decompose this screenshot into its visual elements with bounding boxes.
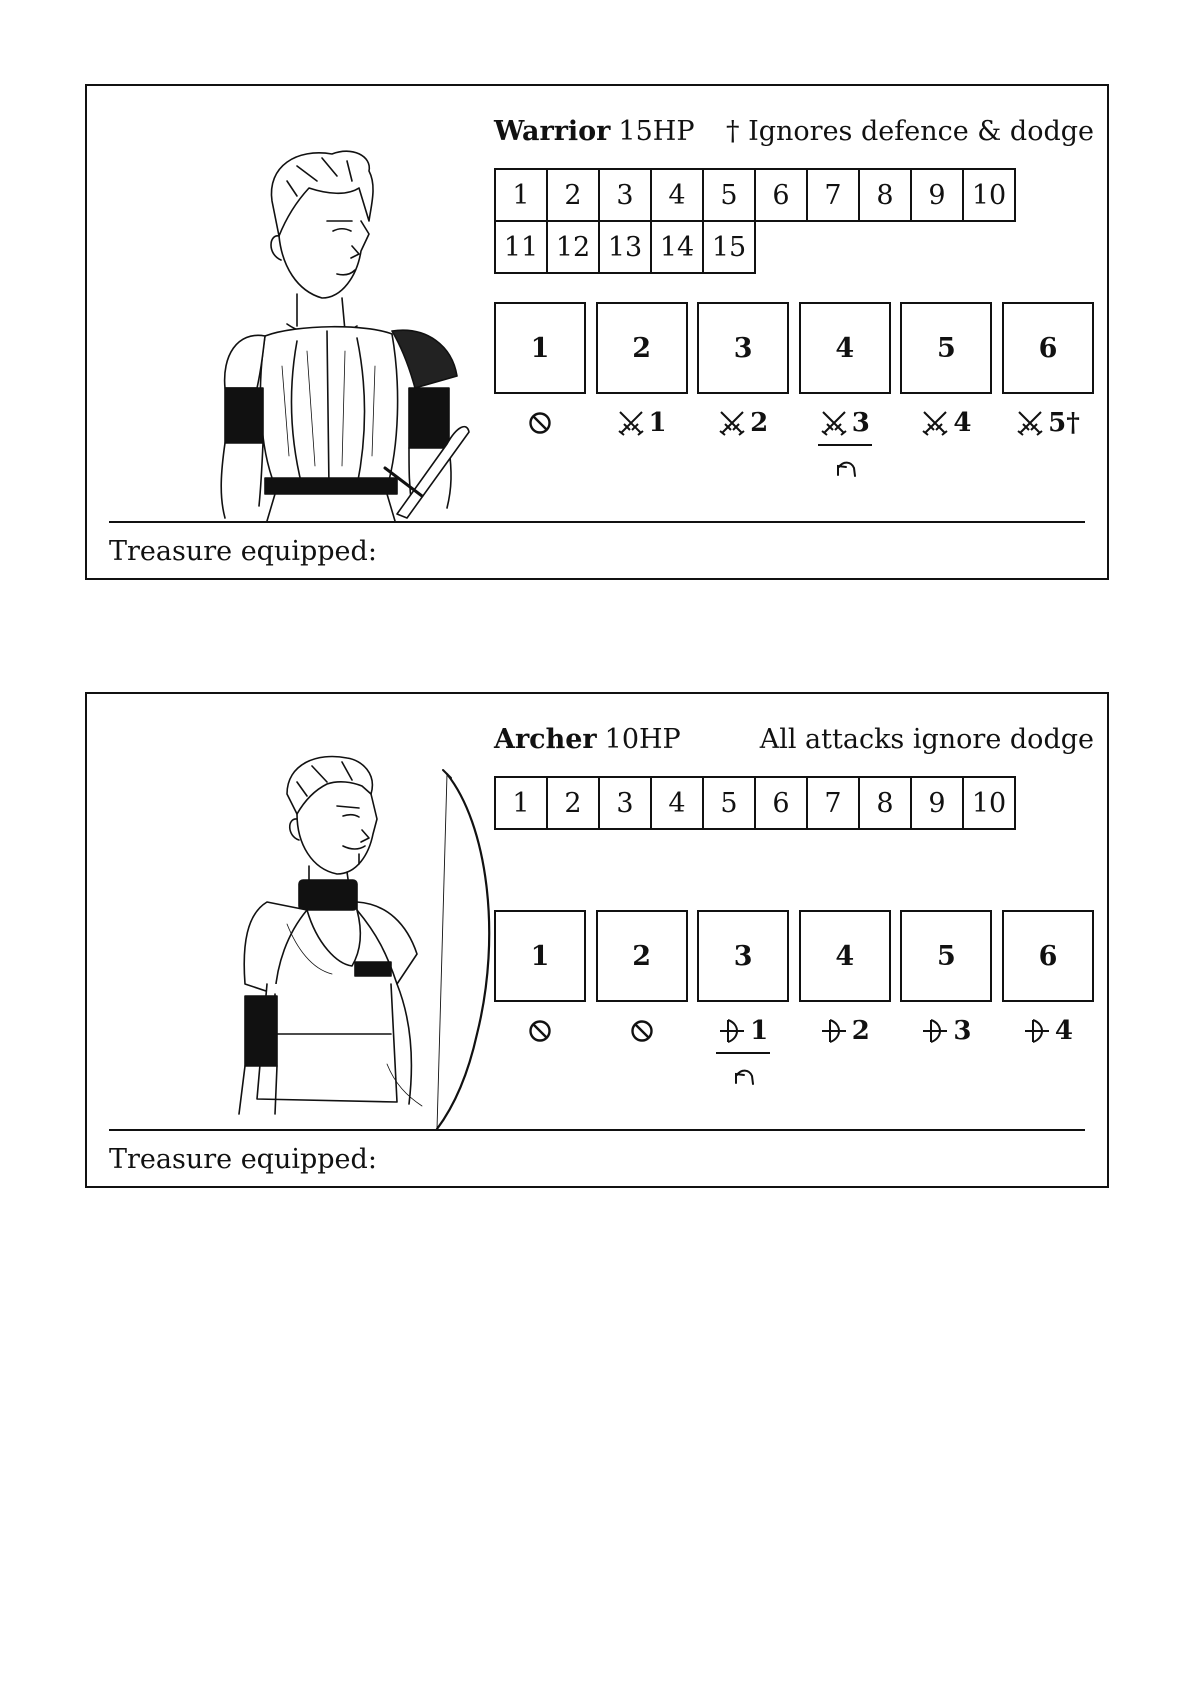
reroll-mark	[831, 452, 859, 482]
die-column	[494, 910, 586, 1090]
hp-box[interactable]: 1	[494, 168, 548, 222]
die-value: 1	[648, 408, 667, 438]
die-column	[494, 302, 586, 482]
die-value: 1	[750, 1016, 769, 1046]
dice-table	[494, 910, 1094, 1090]
crossed-swords-icon	[921, 410, 949, 436]
crossed-swords-icon	[820, 410, 848, 436]
die-face: 3	[697, 302, 789, 394]
character-hp: 15HP	[618, 116, 695, 147]
die-column	[596, 302, 688, 482]
die-column	[697, 302, 789, 482]
hp-box[interactable]: 9	[910, 168, 964, 222]
hp-box[interactable]: 5	[702, 776, 756, 830]
character-card-warrior	[85, 84, 1109, 580]
undo-arrow-icon	[831, 456, 859, 478]
die-result	[820, 406, 870, 440]
warrior-portrait	[147, 126, 517, 526]
hp-box[interactable]: 2	[546, 168, 600, 222]
die-result	[528, 406, 552, 440]
dice-table	[494, 302, 1094, 482]
hp-box[interactable]: 2	[546, 776, 600, 830]
hp-box[interactable]: 7	[806, 776, 860, 830]
hp-box[interactable]: 8	[858, 168, 912, 222]
die-column	[1002, 910, 1094, 1090]
hp-box[interactable]: 3	[598, 776, 652, 830]
hp-box[interactable]: 15	[702, 220, 756, 274]
hp-box[interactable]: 8	[858, 776, 912, 830]
bow-arrow-icon	[820, 1017, 848, 1045]
die-value: 3	[953, 1016, 972, 1046]
die-face: 2	[596, 910, 688, 1002]
hp-box[interactable]: 4	[650, 168, 704, 222]
die-result	[718, 1014, 768, 1048]
character-name: Archer	[494, 724, 597, 755]
crossed-swords-icon	[1016, 410, 1044, 436]
die-face: 2	[596, 302, 688, 394]
hp-box[interactable]: 3	[598, 168, 652, 222]
die-result	[921, 406, 971, 440]
die-value: 2	[750, 408, 769, 438]
hp-box[interactable]: 6	[754, 776, 808, 830]
hp-track	[494, 776, 1039, 830]
crossed-swords-icon	[617, 410, 645, 436]
crossed-swords-icon	[718, 410, 746, 436]
hp-box[interactable]: 14	[650, 220, 704, 274]
die-face: 1	[494, 910, 586, 1002]
die-face: 5	[900, 910, 992, 1002]
die-result	[1016, 406, 1080, 440]
hp-box[interactable]: 13	[598, 220, 652, 274]
die-column	[596, 910, 688, 1090]
character-hp: 10HP	[604, 724, 681, 755]
card-divider	[109, 521, 1085, 523]
bow-arrow-icon	[1023, 1017, 1051, 1045]
undo-arrow-icon	[729, 1064, 757, 1086]
reroll-divider	[818, 444, 872, 446]
die-value: 4	[953, 408, 972, 438]
die-face: 4	[799, 910, 891, 1002]
character-name: Warrior	[494, 116, 611, 147]
die-column	[1002, 302, 1094, 482]
die-value: 4	[1054, 1016, 1074, 1046]
die-result	[718, 406, 768, 440]
die-result	[528, 1014, 552, 1048]
die-result	[1023, 1014, 1073, 1048]
character-header	[494, 720, 1094, 760]
die-face: 4	[799, 302, 891, 394]
die-result	[921, 1014, 971, 1048]
die-face: 6	[1002, 910, 1094, 1002]
die-value: 3	[851, 408, 870, 438]
hp-box[interactable]: 9	[910, 776, 964, 830]
hp-box[interactable]: 5	[702, 168, 756, 222]
treasure-equipped-label: Treasure equipped:	[109, 1144, 377, 1175]
die-column	[900, 910, 992, 1090]
die-column	[799, 302, 891, 482]
bow-arrow-icon	[921, 1017, 949, 1045]
reroll-divider	[716, 1052, 770, 1054]
hp-row	[494, 776, 1039, 830]
bow-arrow-icon	[718, 1017, 746, 1045]
die-value: 2	[851, 1016, 870, 1046]
no-symbol-icon	[528, 1019, 552, 1043]
hp-box[interactable]: 1	[494, 776, 548, 830]
hp-box[interactable]: 10	[962, 168, 1016, 222]
die-face: 3	[697, 910, 789, 1002]
no-symbol-icon	[630, 1019, 654, 1043]
archer-portrait	[147, 734, 517, 1134]
die-column	[697, 910, 789, 1090]
no-symbol-icon	[528, 411, 552, 435]
hp-box[interactable]: 7	[806, 168, 860, 222]
die-column	[799, 910, 891, 1090]
die-face: 1	[494, 302, 586, 394]
die-result	[820, 1014, 870, 1048]
hp-row	[494, 168, 1039, 222]
hp-row	[494, 220, 1039, 274]
die-result	[630, 1014, 654, 1048]
hp-box[interactable]: 12	[546, 220, 600, 274]
treasure-equipped-label: Treasure equipped:	[109, 536, 377, 567]
die-face: 5	[900, 302, 992, 394]
hp-box[interactable]: 6	[754, 168, 808, 222]
die-value: 5†	[1048, 408, 1080, 438]
character-card-archer	[85, 692, 1109, 1188]
hp-box[interactable]: 10	[962, 776, 1016, 830]
hp-box[interactable]: 11	[494, 220, 548, 274]
die-result	[617, 406, 667, 440]
card-divider	[109, 1129, 1085, 1131]
die-column	[900, 302, 992, 482]
character-ability: † Ignores defence & dodge	[725, 116, 1094, 147]
character-header	[494, 112, 1094, 152]
die-face: 6	[1002, 302, 1094, 394]
reroll-mark	[729, 1060, 757, 1090]
character-ability: All attacks ignore dodge	[759, 724, 1094, 755]
hp-box[interactable]: 4	[650, 776, 704, 830]
hp-track	[494, 168, 1039, 274]
